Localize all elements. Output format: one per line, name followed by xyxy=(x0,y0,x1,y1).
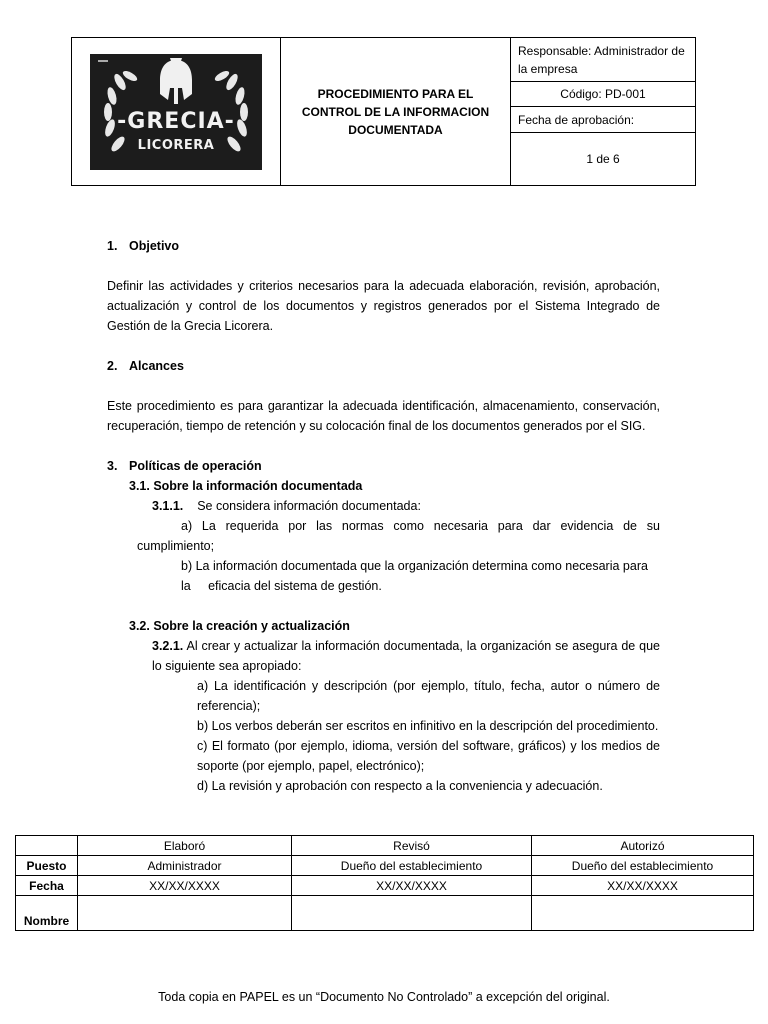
document-header xyxy=(71,37,696,186)
row-label: Puesto xyxy=(16,856,78,876)
item-3-2-1-b: b) Los verbos deberán ser escritos en infinitivo en la descripción del procedimiento. xyxy=(197,719,659,733)
logo-cell xyxy=(72,38,281,186)
item-3-1-1-a: a) La requerida por las normas como necesaria para dar evidencia de su cumplimiento; xyxy=(137,519,660,553)
item-3-2-1-a: a) La identificación y descripción (por ejemplo, título, fecha, autor o número de referencia); xyxy=(197,679,660,713)
item-3-2-1-d: d) La revisión y aprobación con respecto a la conveniencia y adecuación. xyxy=(197,779,603,793)
document-body xyxy=(107,236,660,796)
section-1-heading: 1. Objetivo xyxy=(107,239,180,253)
signature-header-row xyxy=(16,836,754,856)
signature-header-cell xyxy=(16,836,78,856)
responsable-field: Responsable: Administrador de la empresa xyxy=(511,38,696,82)
codigo-field: Código: PD-001 xyxy=(511,82,696,107)
item-3-2-1-c: c) El formato (por ejemplo, idioma, versión del software, gráficos) y los medios de soporte (por ejemplo, papel, electrónico); xyxy=(197,739,660,773)
signature-header-cell: Revisó xyxy=(292,836,532,856)
table-cell: XX/XX/XXXX xyxy=(292,876,532,896)
page-number: 1 de 6 xyxy=(511,132,696,185)
table-row xyxy=(16,856,754,876)
fecha-aprobacion-field: Fecha de aprobación: xyxy=(511,107,696,132)
table-row xyxy=(16,876,754,896)
footer-note: Toda copia en PAPEL es un “Documento No Controlado” a excepción del original. xyxy=(158,990,610,1004)
section-2-heading: 2. Alcances xyxy=(107,359,184,373)
table-cell: XX/XX/XXXX xyxy=(78,876,292,896)
section-3-2-heading: 3.2. Sobre la creación y actualización xyxy=(129,619,350,633)
section-2-text: Este procedimiento es para garantizar la adecuada identificación, almacenamiento, conservación, recuperación, tiempo de retención y su colocación final de los documentos generados por el SIG. xyxy=(107,399,660,433)
section-3-heading: 3. Políticas de operación xyxy=(107,459,262,473)
section-3-1-1: 3.1.1. Se considera información documentada: xyxy=(152,499,421,513)
table-row xyxy=(16,896,754,931)
document-title: PROCEDIMIENTO PARA EL CONTROL DE LA INFORMACION DOCUMENTADA xyxy=(281,38,511,186)
table-cell: Administrador xyxy=(78,856,292,876)
signature-table xyxy=(15,835,754,931)
table-cell xyxy=(292,896,532,931)
section-1-text: Definir las actividades y criterios necesarios para la adecuada elaboración, revisión, aprobación, actualización y control de los documentos y registros generados por el Sistema Integrado de Gestión de la Grecia Licorera. xyxy=(107,279,660,333)
logo-main-text: -GRECIA- xyxy=(117,108,235,134)
table-cell xyxy=(78,896,292,931)
row-label: Nombre xyxy=(16,896,78,931)
section-3-1-heading: 3.1. Sobre la información documentada xyxy=(129,479,363,493)
signature-header-cell: Elaboró xyxy=(78,836,292,856)
table-cell: Dueño del establecimiento xyxy=(532,856,754,876)
row-label: Fecha xyxy=(16,876,78,896)
logo-sub-text: LICORERA xyxy=(137,137,215,153)
signature-header-cell: Autorizó xyxy=(532,836,754,856)
table-cell: XX/XX/XXXX xyxy=(532,876,754,896)
grecia-licorera-logo xyxy=(90,54,262,170)
item-3-1-1-b: b) La información documentada que la organización determina como necesaria para la eficacia del sistema de gestión. xyxy=(181,559,648,593)
table-cell: Dueño del establecimiento xyxy=(292,856,532,876)
section-3-2-1: 3.2.1. Al crear y actualizar la información documentada, la organización se asegura de que lo siguiente sea apropiado: xyxy=(152,639,660,673)
table-cell xyxy=(532,896,754,931)
